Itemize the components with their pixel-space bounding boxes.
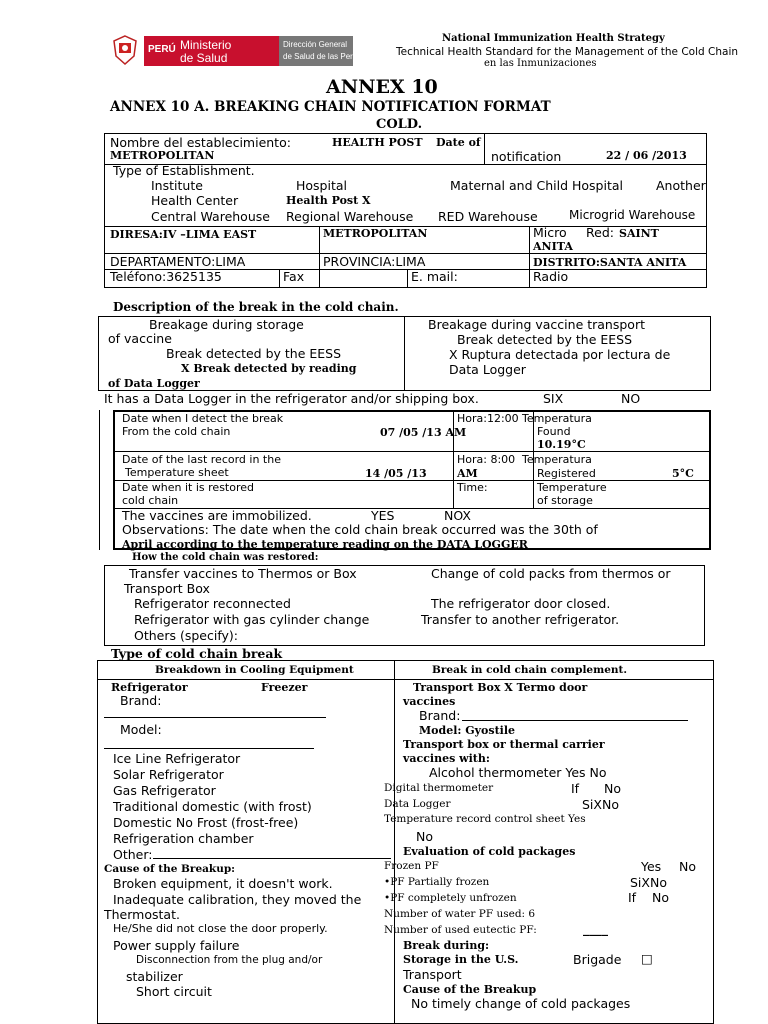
logo-block <box>108 32 375 68</box>
brigade-checkbox-icon[interactable]: □ <box>641 951 653 966</box>
detect-line1: Date when I detect the break <box>122 412 284 425</box>
time-label: Time: <box>457 481 488 494</box>
detect-date: 07 /05 /13 AM <box>380 426 467 439</box>
digital-thermometer[interactable]: Digital thermometer <box>384 782 494 794</box>
cause-short-circuit[interactable]: Short circuit <box>136 984 212 999</box>
provincia-value: PROVINCIA:LIMA <box>323 254 426 269</box>
peru-red-box <box>144 36 279 66</box>
frozen-no[interactable]: No <box>679 859 696 874</box>
micro-label: Micro <box>533 225 567 240</box>
cause2-title: Cause of the Breakup <box>403 983 537 996</box>
six-option[interactable]: SIX <box>543 391 564 406</box>
storage-line2: of vaccine <box>108 331 172 346</box>
saint-value: SAINT <box>619 227 659 240</box>
brand-label: Brand: <box>120 693 162 708</box>
diresa-value: DIRESA:IV –LIMA EAST <box>110 228 257 241</box>
type-health-post[interactable]: Health Post X <box>286 194 371 207</box>
transport-box-line[interactable]: Transport Box X Termo door <box>413 681 588 694</box>
no-timely-change[interactable]: No timely change of cold packages <box>411 996 631 1011</box>
equipment-chamber[interactable]: Refrigeration chamber <box>113 831 254 846</box>
cause-door[interactable]: He/She did not close the door properly. <box>113 922 328 935</box>
departamento-value: DEPARTAMENTO:LIMA <box>110 254 246 269</box>
data-logger-label: Data Logger <box>384 798 451 810</box>
has-logger-question: It has a Data Logger in the refrigerator and/or shipping box. <box>104 391 479 406</box>
brand-underline[interactable] <box>104 717 326 718</box>
no-option[interactable]: NO <box>621 391 641 406</box>
observations-line2: April according to the temperature reading on the DATA LOGGER <box>122 538 528 551</box>
storage-line1[interactable]: Breakage during storage <box>149 317 304 332</box>
equipment-gas[interactable]: Gas Refrigerator <box>113 783 216 798</box>
restored-change-packs[interactable]: Change of cold packs from thermos or <box>431 566 671 581</box>
restored-line2: cold chain <box>122 494 179 507</box>
restored-title: How the cold chain was restored: <box>132 552 319 563</box>
other-underline[interactable] <box>153 858 391 859</box>
observations-line1: Observations: The date when the cold chain break occurred was the 30th of <box>122 522 598 537</box>
storage-x-reading[interactable]: X Break detected by reading <box>181 362 357 375</box>
restored-gas-change[interactable]: Refrigerator with gas cylinder change <box>134 612 370 627</box>
cause-inadequate-line2: Thermostat. <box>104 907 180 922</box>
transport-x[interactable]: X Ruptura detectada por lectura de <box>449 347 671 362</box>
digital-no[interactable]: No <box>604 781 621 796</box>
email-label: E. mail: <box>411 269 458 284</box>
type-institute[interactable]: Institute <box>151 178 203 193</box>
temp-2-label: Temperatura <box>522 453 592 466</box>
model2-value: Model: Gyostile <box>419 724 516 737</box>
temp-2-value: 5°C <box>672 467 694 480</box>
annex-title: ANNEX 10 <box>326 76 438 98</box>
standard-text: Technical Health Standard for the Management of the Cold Chain <box>396 46 739 58</box>
brigade-option[interactable]: Brigade <box>573 952 622 967</box>
radio-label: Radio <box>533 269 569 284</box>
fax-label: Fax <box>283 269 305 284</box>
annex-subtitle-line2: COLD. <box>376 117 423 132</box>
restored-transfer-thermos[interactable]: Transfer vaccines to Thermos or Box <box>129 566 357 581</box>
eval-title: Evaluation of cold packages <box>403 845 576 858</box>
type-of-establishment-label: Type of Establishment. <box>113 163 255 178</box>
type-health-center[interactable]: Health Center <box>151 193 239 208</box>
type-microgrid-warehouse[interactable]: Microgrid Warehouse <box>569 208 696 222</box>
direction-line1: Dirección General <box>283 40 348 49</box>
temp-sheet-no[interactable]: No <box>416 829 433 844</box>
storage-us-option[interactable]: Storage in the U.S. <box>403 953 519 966</box>
cause-title: Cause of the Breakup: <box>104 863 236 875</box>
completely-no[interactable]: No <box>652 890 669 905</box>
last-line1: Date of the last record in the <box>122 453 281 466</box>
water-pf-used: Number of water PF used: 6 <box>384 908 536 920</box>
completely-if[interactable]: If <box>628 890 637 905</box>
last-date: 14 /05 /13 <box>365 467 427 480</box>
red-label: Red: <box>586 225 614 240</box>
telefono-value: Teléfono:3625135 <box>110 269 222 284</box>
type-break-title: Type of cold chain break <box>111 646 283 661</box>
temp-sheet-label[interactable]: Temperature record control sheet Yes <box>384 813 586 825</box>
detect-line2: From the cold chain <box>122 425 231 438</box>
notification-date: 22 / 06 /2013 <box>606 149 687 162</box>
peru-label: PERÚ <box>148 44 176 55</box>
digital-if[interactable]: If <box>571 781 580 796</box>
carrier-line2: vaccines with: <box>403 752 490 765</box>
type-red-warehouse[interactable]: RED Warehouse <box>438 209 538 224</box>
date-of-label: Date of <box>436 136 481 149</box>
cause-stabilizer: stabilizer <box>126 969 183 984</box>
model-underline[interactable] <box>104 748 314 749</box>
cause-disconnection[interactable]: Disconnection from the plug and/or <box>136 954 323 966</box>
restored-line1: Date when it is restored <box>122 481 254 494</box>
data-logger-sixno[interactable]: SiXNo <box>582 797 619 812</box>
notification-label: notification <box>491 149 562 164</box>
vaccines-label: vaccines <box>403 695 456 708</box>
am-label: AM <box>457 467 478 480</box>
frozen-pf: Frozen PF <box>384 860 439 872</box>
establishment-name-value2: METROPOLITAN <box>110 149 215 162</box>
restored-reconnected[interactable]: Refrigerator reconnected <box>134 596 291 611</box>
storage-eess[interactable]: Break detected by the EESS <box>166 346 342 361</box>
partially-sixno[interactable]: SiXNo <box>630 875 667 890</box>
annex-subtitle-line1: ANNEX 10 A. BREAKING CHAIN NOTIFICATION FORMAT <box>110 99 551 115</box>
frozen-yes[interactable]: Yes <box>641 859 662 874</box>
refrigerator-label[interactable]: Refrigerator <box>111 681 188 694</box>
hora-1: Hora:12:00 <box>457 412 519 425</box>
establishment-name-label: Nombre del establecimiento: <box>110 135 291 150</box>
transport-option[interactable]: Transport <box>403 967 462 982</box>
equipment-no-frost[interactable]: Domestic No Frost (frost-free) <box>113 815 299 830</box>
eutectic-pf-used: Number of used eutectic PF: <box>384 924 537 936</box>
metropolitan-value: METROPOLITAN <box>323 227 428 240</box>
type-regional-warehouse[interactable]: Regional Warehouse <box>286 209 414 224</box>
partially-frozen: •PF Partially frozen <box>384 876 490 888</box>
strategy-text: National Immunization Health Strategy <box>442 33 665 44</box>
direction-gray-box <box>279 36 375 66</box>
equipment-solar[interactable]: Solar Refrigerator <box>113 767 224 782</box>
freezer-label[interactable]: Freezer <box>261 681 308 694</box>
storage-logger: of Data Logger <box>108 377 200 390</box>
anita-value: ANITA <box>533 240 573 253</box>
ministry-line2: de Salud <box>180 51 228 65</box>
distrito-value: DISTRITO:SANTA ANITA <box>533 256 687 269</box>
transport-line1[interactable]: Breakage during vaccine transport <box>428 317 645 332</box>
type-hospital[interactable]: Hospital <box>296 178 348 193</box>
brand2-underline[interactable] <box>462 720 688 721</box>
hora-2: Hora: 8:00 <box>457 453 516 466</box>
restored-others[interactable]: Others (specify): <box>134 628 239 643</box>
found-label: Found <box>537 425 571 438</box>
last-line2: Temperature sheet <box>125 466 229 479</box>
immobilized-nox[interactable]: NOX <box>444 508 471 523</box>
temp-1-label: Temperatura <box>522 412 592 425</box>
brand2-label: Brand: <box>419 708 461 723</box>
type-maternal[interactable]: Maternal and Child Hospital <box>450 178 623 193</box>
cause-broken[interactable]: Broken equipment, it doesn't work. <box>113 876 333 891</box>
immobilized-label: The vaccines are immobilized. <box>122 508 312 523</box>
equipment-ice-line[interactable]: Ice Line Refrigerator <box>113 751 241 766</box>
eutectic-blank[interactable]: ____ <box>583 921 608 936</box>
completely-unfrozen: •PF completely unfrozen <box>384 892 517 904</box>
type-another[interactable]: Another <box>656 178 706 193</box>
restored-transfer-other[interactable]: Transfer to another refrigerator. <box>421 612 620 627</box>
immunizations-text: en las Inmunizaciones <box>484 58 597 69</box>
cause-inadequate-line1[interactable]: Inadequate calibration, they moved the <box>113 892 362 907</box>
description-title: Description of the break in the cold chain. <box>113 300 399 314</box>
cause-power[interactable]: Power supply failure <box>113 938 240 953</box>
temp-1-value: 10.19°C <box>537 438 586 451</box>
col2-header: Break in cold chain complement. <box>432 664 628 676</box>
transport-logger: Data Logger <box>449 362 526 377</box>
immobilized-yes[interactable]: YES <box>371 508 395 523</box>
ministry-line1: Ministerio <box>180 38 232 52</box>
registered-label: Registered <box>537 467 596 480</box>
carrier-line1: Transport box or thermal carrier <box>403 738 605 751</box>
equipment-other[interactable]: Other: <box>113 847 153 862</box>
col1-header: Breakdown in Cooling Equipment <box>155 664 354 676</box>
model-label: Model: <box>120 722 162 737</box>
storage-temp-line2: of storage <box>537 494 593 507</box>
establishment-name-value: HEALTH POST <box>332 136 423 149</box>
equipment-traditional[interactable]: Traditional domestic (with frost) <box>113 799 312 814</box>
break-during-label: Break during: <box>403 939 490 952</box>
storage-temp-line1: Temperature <box>537 481 607 494</box>
restored-transport-box: Transport Box <box>124 581 210 596</box>
restored-door-closed[interactable]: The refrigerator door closed. <box>431 596 611 611</box>
alcohol-thermometer[interactable]: Alcohol thermometer Yes No <box>429 765 607 780</box>
type-central-warehouse[interactable]: Central Warehouse <box>151 209 270 224</box>
transport-eess[interactable]: Break detected by the EESS <box>457 332 633 347</box>
peru-shield-icon <box>110 34 140 66</box>
direction-line2: de Salud de las Personas <box>283 52 375 61</box>
